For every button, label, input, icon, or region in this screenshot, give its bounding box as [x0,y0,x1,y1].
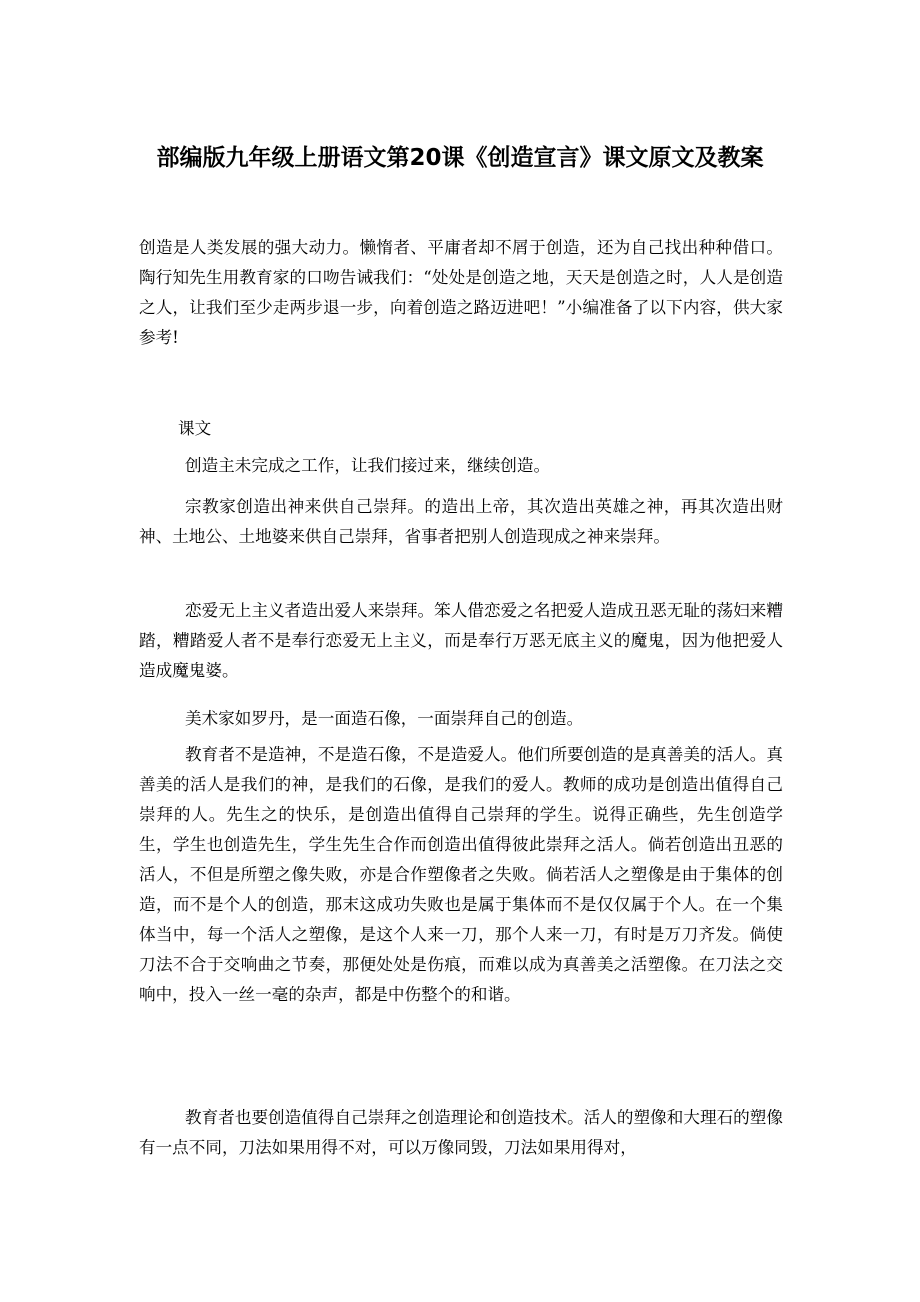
section-label: 课文 [178,419,212,438]
paragraph: 美术家如罗丹，是一面造石像，一面崇拜自己的创造。 [185,709,584,728]
paragraph: 恋爱无上主义者造出爱人来崇拜。笨人借恋爱之名把爱人造成丑恶无耻的荡妇来糟踏，糟踏爱人者不是奉行恋爱无上主义，而是奉行万恶无底主义的魔鬼，因为他把爱人造成魔鬼婆。 [139,601,783,680]
paragraph: 创造主未完成之工作，让我们接过来，继续创造。 [185,456,551,475]
document-title: 部编版九年级上册语文第20课《创造宣言》课文原文及教案 [156,145,764,171]
paragraph: 教育者不是造神，不是造石像，不是造爱人。他们所要创造的是真善美的活人。真善美的活人是我们的神，是我们的石像，是我们的爱人。教师的成功是创造出值得自己崇拜的人。先生之的快乐，是创造出值得自己崇拜的学生。说得正确些，先生创造学生，学生也创造先生，学生先生合作而创造出值得彼此崇拜之活人。倘若创造出丑恶的活人，不但是所塑之像失败，亦是合作塑像者之失败。倘若活人之塑像是由于集体的创造，而不是个人的创造，那末这成功失败也是属于集体而不是仅仅属于个人。在一个集体当中，每一个活人之塑像，是这个人来一刀，那个人来一刀，有时是万刀齐发。倘使刀法不合于交响曲之节奏，那便处处是伤痕，而难以成为真善美之活塑像。在刀法之交响中，投入一丝一毫的杂声，都是中伤整个的和谐。 [139,745,783,1004]
intro-paragraph: 创造是人类发展的强大动力。懒惰者、平庸者却不屑于创造，还为自己找出种种借口。陶行知先生用教育家的口吻告诫我们：“处处是创造之地，天天是创造之时，人人是创造之人，让我们至少走两步退一步，向着创造之路迈进吧！”小编准备了以下内容，供大家参考! [139,238,783,347]
paragraph: 宗教家创造出神来供自己崇拜。的造出上帝，其次造出英雄之神，再其次造出财神、土地公、土地婆来供自己崇拜，省事者把别人创造现成之神来崇拜。 [139,497,783,546]
paragraph: 教育者也要创造值得自己崇拜之创造理论和创造技术。活人的塑像和大理石的塑像有一点不同，刀法如果用得不对，可以万像同毁，刀法如果用得对， [139,1108,783,1157]
